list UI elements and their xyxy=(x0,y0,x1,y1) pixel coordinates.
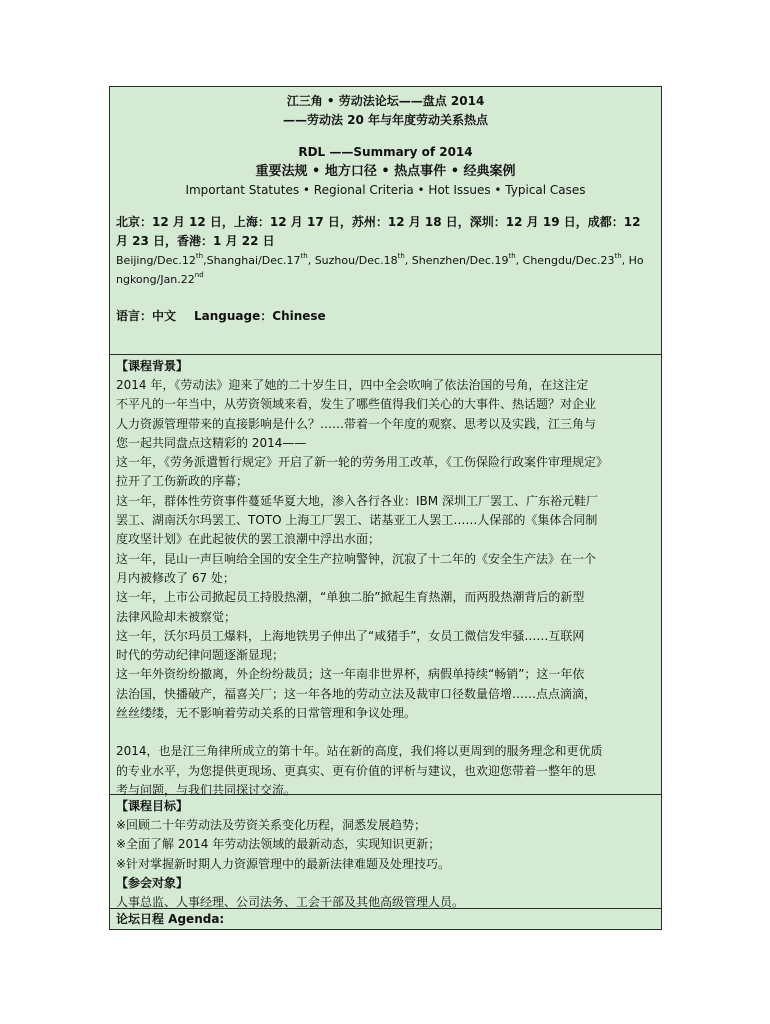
agenda-cell xyxy=(110,909,661,929)
ordinal-suffix: th xyxy=(300,252,308,260)
city-en-segment: , Shenzhen/Dec.19 xyxy=(404,254,509,267)
audience-heading: 【参会对象】 xyxy=(116,875,189,890)
background-line: 时代的劳动纪律问题逐渐显现； xyxy=(116,648,285,663)
title-cn-line-2: ——劳动法 20 年与年度劳动关系热点 xyxy=(282,113,489,127)
closing-line: 考与问题，与我们共同探讨交流。 xyxy=(116,782,297,797)
background-heading: 【课程背景】 xyxy=(116,359,189,373)
goal-item: ※针对掌握新时期人力资源管理中的最新法律难题及处理技巧。 xyxy=(116,856,451,871)
background-line: 这一年，上市公司掀起员工持股热潮，“单独二胎”掀起生育热潮，而两股热潮背后的新型 xyxy=(116,590,585,605)
goals-list xyxy=(116,816,655,874)
background-line: 这一年，群体性劳资事件蔓延华夏大地，渗入各行各业：IBM 深圳工厂罢工、广东裕元鞋厂 xyxy=(116,493,598,508)
language-cn: 语言：中文 xyxy=(116,309,177,323)
background-cell xyxy=(110,355,661,795)
subtitle-cn: 重要法规 • 地方口径 • 热点事件 • 经典案例 xyxy=(255,164,516,179)
document-table xyxy=(109,86,662,930)
background-line: 法治国，快播破产，福喜关厂；这一年各地的劳动立法及裁审口径数量倍增……点点滴滴， xyxy=(116,686,597,701)
background-line: 拉开了工伤新政的序幕； xyxy=(116,474,249,489)
background-line: 这一年，《劳务派遣暂行规定》开启了新一轮的劳务用工改革，《工伤保险行政案件审理规定》 xyxy=(116,455,609,470)
cities-en-line-1 xyxy=(116,251,655,270)
goal-item: ※回顾二十年劳动法及劳资关系变化历程，洞悉发展趋势； xyxy=(116,818,427,832)
background-line: 人力资源管理带来的直接影响是什么？……带着一个年度的观察、思考以及实践，江三角与 xyxy=(116,416,597,431)
background-line: 法律风险却未被察觉； xyxy=(116,609,237,624)
ordinal-suffix: th xyxy=(195,252,204,260)
goals-cell xyxy=(110,795,661,909)
city-en-segment: , Suzhou/Dec.18 xyxy=(307,254,398,267)
city-en-segment: , Chengdu/Dec.23 xyxy=(515,254,615,267)
background-line: 丝丝缕缕，无不影响着劳动关系的日常管理和争议处理。 xyxy=(116,706,417,721)
cities-cn-line-1: 北京：12 月 12 日，上海：12 月 17 日，苏州：12 月 18 日，深圳：12 月 19 日，成都：12 xyxy=(116,215,641,229)
background-line: 2014 年，《劳动法》迎来了她的二十岁生日，四中全会吹响了依法治国的号角，在这注定 xyxy=(116,378,589,392)
background-line: 这一年，沃尔玛员工爆料，上海地铁男子伸出了“咸猪手”，女员工微信发牢骚……互联网 xyxy=(116,628,585,643)
background-closing-paragraph xyxy=(116,742,655,800)
title-cn-line-1: 江三角 • 劳动法论坛——盘点 2014 xyxy=(286,94,485,108)
background-line: 不平凡的一年当中，从劳资领域来看，发生了哪些值得我们关心的大事件、热话题？对企业 xyxy=(116,397,597,412)
background-line: 月内被修改了 67 处； xyxy=(116,570,235,585)
agenda-label: 论坛日程 Agenda: xyxy=(116,912,225,926)
closing-line: 的专业水平，为您提供更现场、更真实、更有价值的评析与建议，也欢迎您带着一整年的思 xyxy=(116,763,597,778)
language-en: Language：Chinese xyxy=(194,309,326,323)
goals-heading: 【课程目标】 xyxy=(116,799,189,813)
background-paragraph xyxy=(116,376,655,723)
background-line: 罢工、湖南沃尔玛罢工、TOTO 上海工厂罢工、诺基亚工人罢工……人保部的《集体合同制 xyxy=(116,513,598,528)
ordinal-suffix: nd xyxy=(194,271,204,279)
subtitle-en: Important Statutes • Regional Criteria • Hot Issues • Typical Cases xyxy=(185,183,586,197)
audience-text: 人事总监、人事经理、公司法务、工会干部及其他高级管理人员。 xyxy=(116,894,465,909)
language-line xyxy=(116,307,655,326)
background-line: 您一起共同盘点这精彩的 2014—— xyxy=(116,435,307,450)
city-en-segment: ,Shanghai/Dec.17 xyxy=(203,254,301,267)
ordinal-suffix: th xyxy=(397,252,405,260)
header-cell xyxy=(110,87,661,355)
title-en: RDL ——Summary of 2014 xyxy=(298,145,473,159)
city-en-segment: Beijing/Dec.12 xyxy=(116,254,196,267)
cities-cn-line-2: 月 23 日，香港：1 月 22 日 xyxy=(116,234,275,248)
goal-item: ※全面了解 2014 年劳动法领域的最新动态，实现知识更新； xyxy=(116,837,441,852)
ordinal-suffix: th xyxy=(508,252,516,260)
background-line: 度攻坚计划》在此起彼伏的罢工浪潮中浮出水面； xyxy=(116,532,381,547)
cities-en-line-2 xyxy=(116,270,655,289)
city-en-segment: , Ho xyxy=(621,254,644,267)
background-line: 这一年，昆山一声巨响给全国的安全生产拉响警钟，沉寂了十二年的《安全生产法》在一个 xyxy=(116,551,597,566)
background-line: 这一年外资纷纷撤离，外企纷纷裁员；这一年南非世界杯，病假单持续“畅销”；这一年依 xyxy=(116,667,585,682)
ordinal-suffix: th xyxy=(614,252,622,260)
closing-line: 2014，也是江三角律所成立的第十年。站在新的高度，我们将以更周到的服务理念和更优质 xyxy=(116,744,603,759)
city-en-segment: ngkong/Jan.22 xyxy=(116,273,195,286)
